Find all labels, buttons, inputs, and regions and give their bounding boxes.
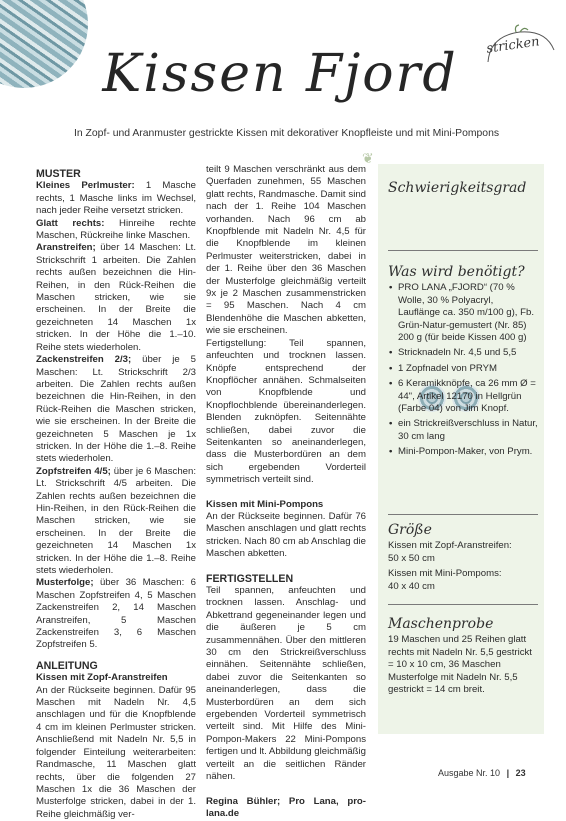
size-line: 40 x 40 cm — [388, 580, 435, 592]
sidebar-divider — [388, 514, 538, 515]
paragraph-aran — [36, 242, 196, 354]
materials-item: • Stricknadeln Nr. 4,5 und 5,5 — [398, 347, 538, 359]
page-title: Kissen Fjord — [102, 44, 458, 104]
paragraph-folge — [36, 577, 196, 651]
subheading-pompons: Kissen mit Mini-Pompons — [206, 498, 324, 510]
materials-section — [388, 266, 538, 462]
page-footer — [438, 768, 526, 778]
text-zopf: über je 6 Maschen: Lt. Strickschrift 4/5 arbeiten. Die Zahlen rechts außen bezeichnen die Hin-Reihen, in den Rück-Reihen die Maschen stricken, wie sie erscheinen. In der Breite die gezeichneten 14 Maschen 1x stricken. In der Höhe die 1.–8. Reihe stets wiederholen. — [36, 465, 196, 576]
size-line: Kissen mit Mini-Pompoms: — [388, 568, 502, 580]
paragraph-perlmuster — [36, 180, 196, 217]
paragraph-zacken — [36, 354, 196, 466]
materials-item: • 6 Keramikknöpfe, ca 26 mm Ø = 44", Artikel 12170 in Hellgrün (Farbe 04) von Jim Knopf. — [398, 378, 538, 415]
materials-item: • ein Strickreißverschluss in Natur, 30 cm lang — [398, 418, 538, 443]
text-perlmuster: 1 Masche rechts, 1 Masche links im Wechsel, nach jeder Reihe versetzt stricken. — [36, 180, 196, 217]
label-glatt: Glatt rechts: — [36, 217, 105, 229]
subheading-kissen-zopf: Kissen mit Zopf-Aranstreifen — [36, 672, 168, 684]
credit-line: Regina Bühler; Pro Lana, pro-lana.de — [206, 795, 366, 819]
section-heading-muster: MUSTER — [36, 168, 81, 180]
size-line: 50 x 50 cm — [388, 552, 435, 564]
paragraph-zopf — [36, 466, 196, 578]
footer-separator: | — [506, 768, 510, 778]
label-zopf: Zopfstreifen 4/5; — [36, 465, 111, 477]
materials-item: • PRO LANA „FJORD“ (70 % Wolle, 30 % Polyacryl, Lauflänge ca. 350 m/100 g), Fb. Grün-Natur-gemustert (Nr. 85) 200 g (für beide Kissen 400 g) — [398, 282, 538, 344]
label-folge: Musterfolge; — [36, 577, 94, 589]
sidebar-divider — [388, 250, 538, 251]
issue-label: Ausgabe Nr. 10 — [438, 768, 501, 778]
text-glatt: Hinreihe rechte Maschen, Rückreihe linke Maschen. — [36, 217, 196, 242]
sidebar-panel — [378, 164, 544, 734]
materials-item: • Mini-Pompon-Maker, von Prym. — [398, 446, 538, 458]
paragraph-glatt — [36, 218, 196, 243]
gauge-heading: Maschenprobe — [388, 616, 494, 632]
text-zacken: über je 5 Maschen: Lt. Strickschrift 2/3 arbeiten. Die Zahlen rechts außen bezeichnen die Hin-Reihen, in den Rück-Reihen die Maschen stricken, wie sie erscheinen. In der Breite die gezeichneten 5 Maschen je 1x stricken. In der Höhe die 1.–8. Reihe stets wiederholen. — [36, 354, 196, 465]
text-column-2 — [206, 164, 366, 820]
section-heading-anleitung: ANLEITUNG — [36, 659, 98, 672]
label-perlmuster: Kleines Perlmuster: — [36, 180, 135, 192]
leaf-icon: ❦ — [362, 150, 374, 166]
paragraph-continued: teilt 9 Maschen verschränkt aus dem Querfaden zunehmen, 55 Maschen glatt rechts, Randmasche. Damit sind nach der 1. Reihe 104 Maschen vorhanden. Nach 96 cm ab Knopfblende mit Nadeln Nr. 4,5 für die Knopfblende im kleinen Perlmuster weiterstricken, dabei in der 1. Reihe über den 36 Maschen der Musterfolge gleichmäßig verteilt 9x je 2 Maschen zusammenstricken = 95 Maschen. Nach 4 cm Blendenhöhe die Maschen abketten, wie sie erscheinen. — [206, 164, 366, 337]
difficulty-heading: Schwierigkeitsgrad — [388, 180, 527, 196]
size-section — [388, 524, 538, 593]
size-line: Kissen mit Zopf-Aranstreifen: — [388, 540, 512, 552]
label-aran: Aranstreifen; — [36, 242, 96, 254]
text-column-1 — [36, 164, 196, 821]
materials-list — [388, 282, 538, 458]
size-heading: Größe — [388, 522, 432, 538]
label-zacken: Zackenstreifen 2/3; — [36, 354, 132, 366]
paragraph-fertigstellung: Fertigstellung: Teil spannen, anfeuchten und trocknen lassen. Knöpfe entsprechend der Knopflöcher annähen. Schmalseiten von Knopfblende und Knopflochblende übereinanderlegen. Blenden zuknöpfen. Seitennähte schließen, dabei zuvor die Seitenkanten so aneinanderlegen, dass die Musterbordüren an dem sich ergebenden Vorderteil symmetrisch verteilt sind. — [206, 337, 366, 486]
materials-item: • 1 Zopfnadel von PRYM — [398, 363, 538, 375]
gauge-text: 19 Maschen und 25 Reihen glatt rechts mit Nadeln Nr. 5,5 gestrickt = 10 x 10 cm, 36 Maschen Musterfolge mit Nadeln Nr. 5,5 gestrickt = 14 cm breit. — [388, 634, 532, 696]
materials-heading: Was wird benötigt? — [388, 264, 525, 280]
sidebar-divider — [388, 604, 538, 605]
stricken-badge: stricken — [485, 34, 541, 57]
page-number: 23 — [515, 768, 526, 778]
text-folge: über 36 Maschen: 6 Maschen Zopfstreifen 4, 5 Maschen Zackenstreifen 2, 14 Maschen Aranstreifen, 5 Maschen Zackenstreifen 3, 6 Maschen Zopfstreifen 5. — [36, 577, 196, 651]
section-heading-fertigstellen: FERTIGSTELLEN — [206, 572, 294, 585]
text-aran: über 14 Maschen: Lt. Strickschrift 1 arbeiten. Die Zahlen rechts außen bezeichnen die Hin-Reihen, in den Rück-Reihen die Maschen stricken, wie sie erscheinen. In der Breite die gezeichneten 14 Maschen 1x stricken. In der Höhe die 1.–10. Reihe stets wiederholen. — [36, 242, 196, 353]
paragraph-kissen-zopf: An der Rückseite beginnen. Dafür 95 Maschen mit Nadeln Nr. 4,5 anschlagen und für die Knopfblende 4 cm im kleinen Perlmuster stricken. Anschließend mit Nadeln Nr. 5,5 in folgender Einteilung weiterarbeiten: Randmasche, 11 Maschen glatt rechts, über die folgenden 27 Maschen 1x die 36 Maschen der Musterfolge stricken, dabei in der 1. Reihe gleichmäßig ver- — [36, 684, 196, 820]
paragraph-fertigstellen: Teil spannen, anfeuchten und trocknen lassen. Anschlag- und Abkettrand gegeneinander legen und die äußeren je 5 cm zusammennähen. Über den mittleren 30 cm den Strickreißverschluss einnähen. Seitennähte schließen, dabei zuvor die Seitenkanten so aneinanderlegen, dass die Musterbordüren an dem sich ergebenden Vorderteil symmetrisch verteilt sind. Mit Hilfe des Mini-Pompon-Makers 22 Mini-Pompons fertigen und lt. Abbildung gleichmäßig verteilt an die seitlichen Ränder nähen. — [206, 585, 366, 783]
difficulty-section — [388, 182, 538, 198]
page-subtitle: In Zopf- und Aranmuster gestrickte Kissen mit dekorativer Knopfleiste und mit Mini-Pompons — [74, 128, 500, 139]
paragraph-pompons: An der Rückseite beginnen. Dafür 76 Maschen anschlagen und glatt rechts stricken. Nach 80 cm ab Anschlag die Maschen abketten. — [206, 510, 366, 560]
gauge-section — [388, 618, 538, 696]
